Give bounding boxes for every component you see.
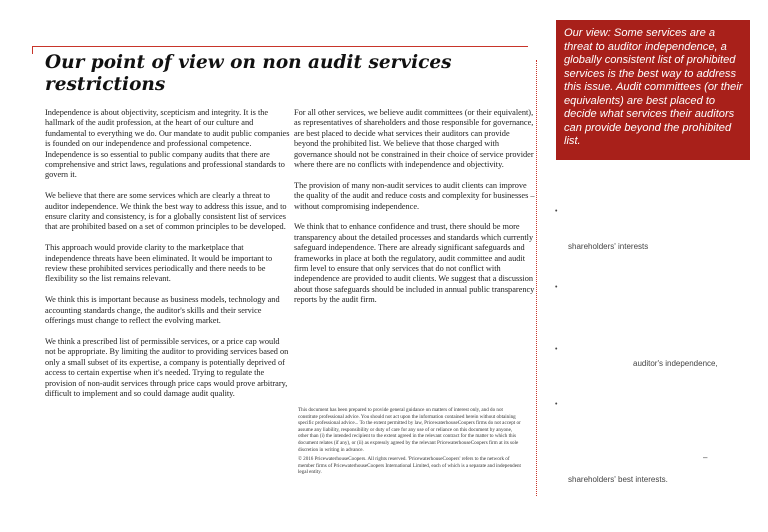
header-rule-tick	[32, 46, 33, 54]
note-auditor-independence: auditor's independence,	[633, 359, 718, 368]
right-paragraph: The provision of many non-audit services to audit clients can improve the quality of the audit and reduce costs and complexity for businesses – without compromising independence.	[294, 180, 535, 211]
column-divider	[536, 60, 537, 496]
bullet-marker: •	[555, 284, 558, 291]
note-shareholders-interests: shareholders' interests	[568, 242, 649, 251]
left-column	[45, 108, 291, 410]
disclaimer-text: This document has been prepared to provide general guidance on matters of interest only, and do not constitute professional advice. You should not act upon the information contained herein without obtaining specific professional advice... To the extent permitted by law, PricewaterhouseCoopers firms do not accept or assume any liability, responsibility or duty of care for any use of or reliance on this document by anyone, other than (i) the intended recipient to the extent agreed in the relevant contract for the matter to which this document relates (if any), or (ii) as expressly agreed by the relevant PricewaterhouseCoopers firm at its sole discretion in writing in advance.	[298, 407, 521, 453]
left-paragraph: We think a prescribed list of permissible services, or a price cap would not be appropriate. By limiting the auditor to providing services based on only a small subset of its expertise, a company is potentially deprived of access to certain expertise when it's needed. Trying to regulate the provision of non-audit services through price caps would prove arbitrary, difficult to implement and so could damage audit quality.	[45, 336, 289, 398]
legal-disclaimer	[298, 407, 523, 479]
right-column	[294, 108, 536, 316]
left-paragraph: This approach would provide clarity to the marketplace that independence threats have been eliminated. It would be important to review these prohibited services periodically and there needs to be flexibility so the list remains relevant.	[45, 243, 273, 284]
right-paragraph: We think that to enhance confidence and trust, there should be more transparency about the detailed processes and standards which currently safeguard independence. There are already significant safeguards and frameworks in place at both the regulatory, audit committee and audit firm level to ensure that only services that do not conflict with independence are provided to audit clients. We suggest that a discussion about those safeguards should be included in annual public transparency reports by the audit firm.	[294, 222, 535, 305]
bullet-marker: •	[555, 401, 558, 408]
left-paragraph: Independence is about objectivity, scepticism and integrity. It is the hallmark of the audit profession, at the heart of our culture and fundamental to everything we do. Our mandate to audit public companies is founded on our independence and professional competence. Independence is so essential to public company audits that there are comprehensive and strict laws, regulations and professional standards to govern it.	[45, 108, 290, 180]
note-shareholders-best-interests: shareholders' best interests.	[568, 475, 668, 484]
bullet-marker: •	[555, 208, 558, 215]
right-paragraph: For all other services, we believe audit committees (or their equivalent), as representatives of shareholders and those responsible for governance, are best placed to decide what services their auditors can provide beyond the prohibited list. We believe that those charged with governance should not be constrained in their choice of service provider where there are no conflicts with independence and objectivity.	[294, 108, 534, 170]
left-paragraph: We believe that there are some services which are clearly a threat to auditor independence. We think the best way to address this issue, and to ensure clarity and consistency, is for a globally consistent list of services that are prohibited based on a set of common principles to be developed.	[45, 191, 287, 232]
bullet-marker: •	[555, 346, 558, 353]
header-rule	[32, 46, 528, 47]
copyright-text: © 2016 PricewaterhouseCoopers. All rights reserved. 'PricewaterhouseCoopers' refers to the network of member firms of PricewaterhouseCoopers International Limited, each of which is a separate and independent legal entity.	[298, 456, 521, 476]
note-dash: –	[703, 453, 708, 462]
our-view-callout: Our view: Some services are a threat to auditor independence, a globally consistent list of prohibited services is the best way to address this issue. Audit committees (or their equivalents) are best placed to decide what services their auditors can provide beyond the prohibited list.	[556, 20, 750, 160]
left-paragraph: We think this is important because as business models, technology and accounting standards change, the auditor's skills and their service offerings must change to reflect the evolving market.	[45, 295, 280, 326]
page-title: Our point of view on non audit services restrictions	[45, 52, 452, 95]
